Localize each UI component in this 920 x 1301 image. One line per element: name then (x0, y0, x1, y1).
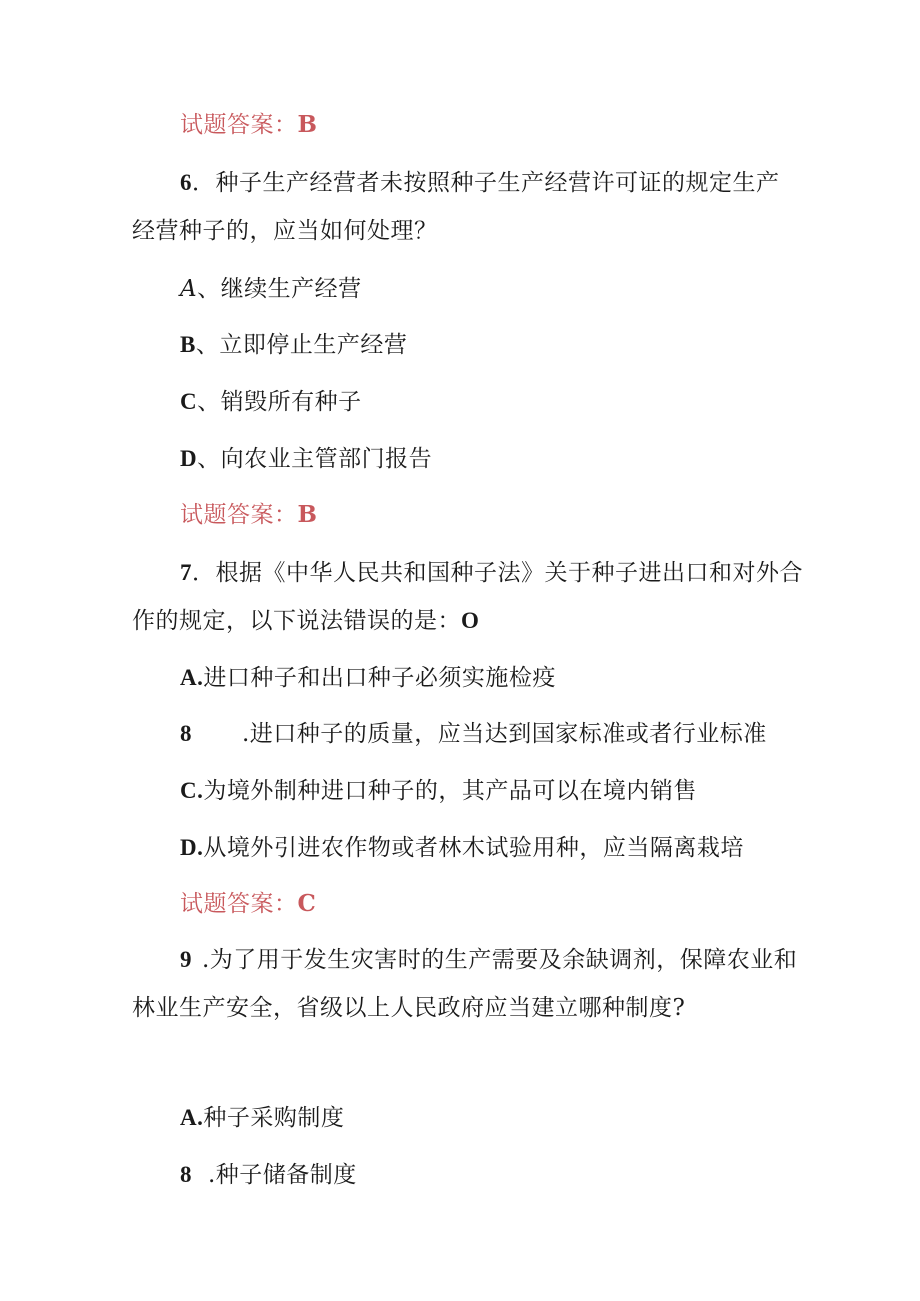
answer-label: 试题答案： (180, 112, 298, 138)
answer-key: C (297, 890, 317, 917)
answer-line (180, 110, 317, 140)
option-b (180, 719, 767, 749)
option-text: 进口种子和出口种子必须实施检疫 (203, 665, 556, 691)
option-text: 、销毁所有种子 (197, 389, 362, 415)
question-text: ．根据《中华人民共和国种子法》关于种子进出口和对外合 (192, 560, 803, 586)
answer-label: 试题答案： (180, 502, 298, 528)
option-marker: A. (180, 665, 204, 690)
question-text: 经营种子的，应当如何处理？ (132, 218, 438, 244)
question-text: ．种子生产经营者未按照种子生产经营许可证的规定生产 (192, 170, 780, 196)
option-text: .种子储备制度 (208, 1162, 357, 1188)
question-text: 作的规定，以下说法错误的是： (132, 608, 461, 634)
question-number: 9 (180, 947, 192, 972)
option-marker: A (180, 276, 198, 302)
option-text: .进口种子的质量，应当达到国家标准或者行业标准 (242, 721, 767, 747)
option-a (180, 1103, 344, 1133)
answer-key: B (297, 111, 318, 138)
question-text: .为了用于发生灾害时的生产需要及余缺调剂，保障农业和 (202, 947, 798, 973)
answer-line (180, 889, 316, 919)
option-text: 、继续生产经营 (197, 276, 362, 302)
question-number: 6 (180, 170, 192, 195)
option-marker: A. (180, 1105, 204, 1130)
option-marker: 8 (180, 721, 192, 746)
question-6-line-2 (132, 216, 438, 246)
option-c (180, 776, 697, 806)
question-9-line-1 (180, 945, 797, 975)
option-a (180, 274, 362, 304)
option-marker: C (180, 389, 198, 414)
answer-line (180, 500, 317, 530)
answer-label: 试题答案： (180, 891, 298, 917)
option-marker: C. (180, 778, 204, 803)
option-text: 从境外引进农作物或者林木试验用种，应当隔离栽培 (203, 835, 744, 861)
option-b (180, 330, 407, 360)
option-text: 、向农业主管部门报告 (197, 446, 433, 472)
option-marker: D (180, 446, 198, 471)
option-marker: D. (180, 835, 204, 860)
answer-key: B (297, 501, 318, 528)
option-d (180, 444, 432, 474)
option-text: 为境外制种进口种子的，其产品可以在境内销售 (203, 778, 697, 804)
option-text: 种子采购制度 (203, 1105, 345, 1131)
question-text: 林业生产安全，省级以上人民政府应当建立哪种制度? (132, 995, 686, 1021)
question-6-line-1 (180, 168, 780, 198)
question-tail: O (461, 608, 480, 633)
option-text: 、立即停止生产经营 (195, 332, 408, 358)
question-7-line-1 (180, 558, 803, 588)
option-c (180, 387, 362, 417)
question-9-line-2 (132, 993, 685, 1023)
option-b (180, 1160, 357, 1190)
question-number: 7 (180, 560, 192, 585)
option-marker: 8 (180, 1162, 192, 1187)
option-d (180, 833, 744, 863)
question-7-line-2 (132, 606, 479, 636)
option-a (180, 663, 556, 693)
option-marker: B (180, 332, 196, 357)
